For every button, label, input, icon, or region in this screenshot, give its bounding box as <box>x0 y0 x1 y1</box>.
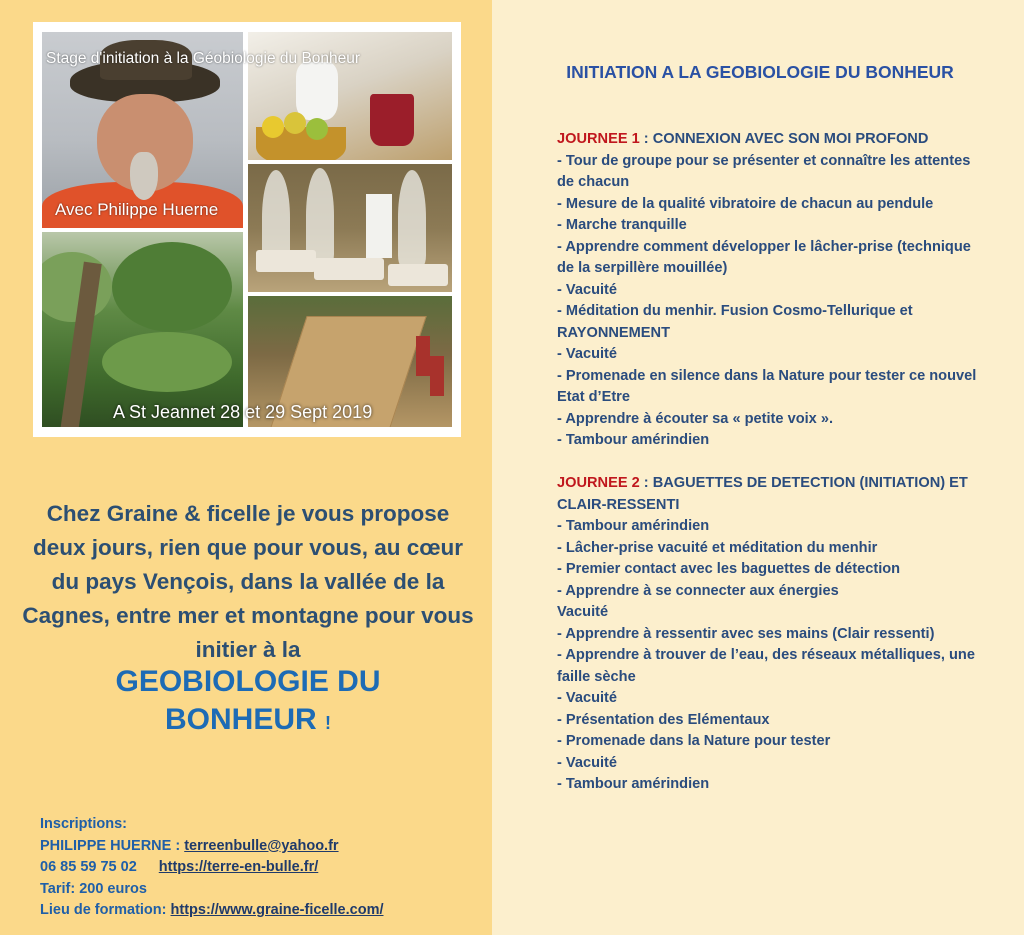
day1-title: : CONNEXION AVEC SON MOI PROFOND <box>639 131 929 147</box>
day1-item: - Tambour amérindien <box>557 432 710 448</box>
phone-number: 06 85 59 75 02 <box>40 859 137 876</box>
program-body <box>557 129 977 796</box>
bedroom-photo <box>248 164 452 292</box>
day1-label: JOURNEE 1 <box>557 131 640 147</box>
garden-photo <box>42 232 243 427</box>
portrait-beard <box>130 152 158 200</box>
email-link[interactable]: terreenbulle@yahoo.fr <box>184 837 339 854</box>
day1-item: - Vacuité <box>557 346 618 362</box>
day2-item: - Apprendre à se connecter aux énergies <box>557 582 839 599</box>
contact-phone-line <box>40 857 383 879</box>
day1-heading <box>557 129 977 151</box>
terre-en-bulle-link[interactable]: https://terre-en-bulle.fr/ <box>158 859 319 876</box>
day2-item: - Vacuité <box>557 754 618 771</box>
day2-item: - Apprendre à trouver de l’eau, des réseaux métalliques, une faille sèche <box>557 647 975 685</box>
lieu-line <box>40 900 383 922</box>
intro-text: Chez Graine & ficelle je vous propose deux jours, rien que pour vous, au cœur du pays Vençois, dans la vallée de la Cagnes, entre mer et montagne pour vous initier à la <box>22 501 474 662</box>
day2-item: - Premier contact avec les baguettes de détection <box>557 561 901 577</box>
day2-item: - Vacuité <box>557 690 618 706</box>
intro-highlight <box>18 663 478 742</box>
bed-shape <box>388 264 448 286</box>
day1-item: - Marche tranquille <box>557 217 687 233</box>
day1-item: - Vacuité <box>557 281 618 298</box>
collage-subtitle: Avec Philippe Huerne <box>55 200 219 219</box>
day2-heading <box>557 473 977 516</box>
highlight-exclamation: ! <box>325 713 331 733</box>
cabinet-shape <box>366 194 392 258</box>
day1-item: - Apprendre comment développer le lâcher-prise (technique de la serpillère mouillée) <box>557 238 971 276</box>
contact-block <box>40 814 383 922</box>
day1-item: - Apprendre à écouter sa « petite voix ». <box>557 410 834 427</box>
chair-shape <box>416 336 430 376</box>
glass-shape <box>370 94 414 146</box>
day2-item: - Tambour amérindien <box>557 776 710 792</box>
day2-item: - Tambour amérindien <box>557 518 710 534</box>
day2-item: - Promenade dans la Nature pour tester <box>557 733 831 749</box>
foliage-shape <box>112 242 232 332</box>
day2-item: - Apprendre à ressentir avec ses mains (Clair ressenti) <box>557 625 935 642</box>
inscriptions-label: Inscriptions: <box>40 816 128 832</box>
lieu-label: Lieu de formation: <box>40 902 167 919</box>
mosquito-net-shape <box>306 168 334 263</box>
bed-shape <box>314 258 384 280</box>
foliage-shape <box>102 332 232 392</box>
contact-name: PHILIPPE HUERNE : <box>40 837 181 854</box>
collage-place-date: A St Jeannet 28 et 29 Sept 2019 <box>113 402 373 422</box>
day2-label: JOURNEE 2 <box>557 475 640 491</box>
mosquito-net-shape <box>398 170 426 265</box>
highlight-bonheur: BONHEUR <box>164 703 317 736</box>
highlight-line-2 <box>18 701 478 742</box>
bed-shape <box>256 250 316 272</box>
lemon-shape <box>262 116 284 138</box>
day1-item: - Promenade en silence dans la Nature pour tester ce nouvel Etat d’Etre <box>557 367 977 405</box>
graine-ficelle-link[interactable]: https://www.graine-ficelle.com/ <box>170 902 384 919</box>
tarif-text: Tarif: 200 euros <box>40 880 147 897</box>
lime-shape <box>306 118 328 140</box>
left-panel <box>0 0 492 935</box>
day1-item: - Tour de groupe pour se présenter et connaître les attentes de chacun <box>557 152 971 190</box>
highlight-line-1: GEOBIOLOGIE DU <box>115 665 381 698</box>
section-spacer <box>557 452 977 474</box>
day2-title: : BAGUETTES DE DETECTION (INITIATION) ET CLAIR-RESSENTI <box>557 475 968 513</box>
lemon-shape <box>284 112 306 134</box>
day2-item: Vacuité <box>557 604 609 620</box>
contact-name-line <box>40 836 383 858</box>
photo-collage <box>33 22 461 437</box>
day1-item: - Méditation du menhir. Fusion Cosmo-Tellurique et RAYONNEMENT <box>557 303 913 341</box>
day2-item: - Lâcher-prise vacuité et méditation du menhir <box>557 539 878 556</box>
day2-item: - Présentation des Elémentaux <box>557 711 770 728</box>
day1-item: - Mesure de la qualité vibratoire de chacun au pendule <box>557 195 934 212</box>
program-title: INITIATION A LA GEOBIOLOGIE DU BONHEUR <box>566 62 954 82</box>
jug-shape <box>296 62 338 120</box>
collage-title: Stage d'initiation à la Géobiologie du Bonheur <box>46 50 361 67</box>
chair-shape <box>430 356 444 396</box>
